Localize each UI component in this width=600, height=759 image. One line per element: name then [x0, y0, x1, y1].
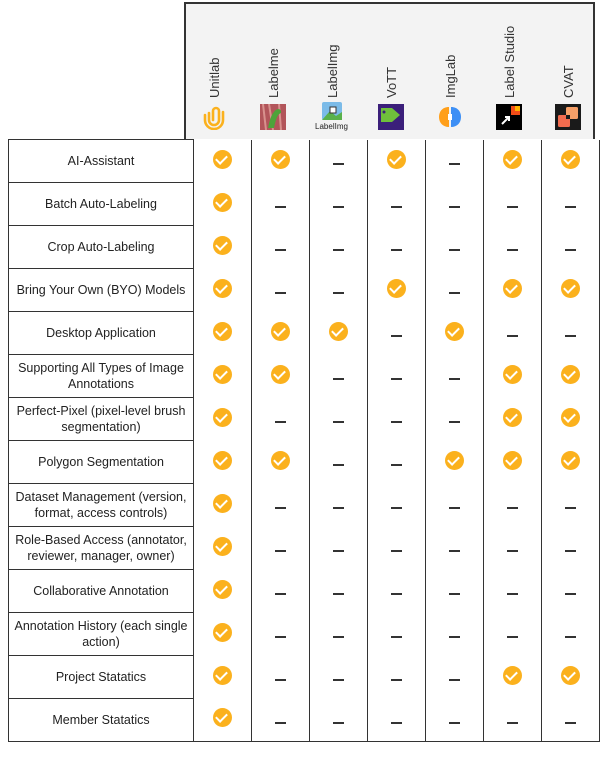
table-row — [9, 312, 600, 355]
dash-icon — [333, 378, 344, 380]
support-cell-imglab — [426, 226, 484, 269]
dash-icon — [449, 550, 460, 552]
dash-icon — [275, 249, 286, 251]
support-cell-labelimg — [310, 398, 368, 441]
support-cell-labelme — [252, 312, 310, 355]
support-cell-labelme — [252, 613, 310, 656]
check-circle-icon — [213, 279, 232, 298]
check-circle-icon — [561, 408, 580, 427]
tool-header-imglab — [420, 2, 479, 138]
support-cell-labelme — [252, 441, 310, 484]
support-cell-label-studio — [484, 398, 542, 441]
labelimg-logo-caption: LabelImg — [315, 122, 348, 131]
dash-icon — [275, 593, 286, 595]
support-cell-cvat — [542, 527, 600, 570]
table-row — [9, 355, 600, 398]
support-cell-labelme — [252, 527, 310, 570]
dash-icon — [333, 636, 344, 638]
dash-icon — [565, 636, 576, 638]
check-circle-icon — [213, 494, 232, 513]
feature-label: Batch Auto-Labeling — [9, 183, 194, 226]
support-cell-label-studio — [484, 570, 542, 613]
support-cell-vott — [368, 527, 426, 570]
support-cell-labelme — [252, 570, 310, 613]
dash-icon — [391, 249, 402, 251]
dash-icon — [507, 550, 518, 552]
support-cell-labelme — [252, 269, 310, 312]
labelme-logo-icon — [260, 104, 286, 130]
support-cell-labelme — [252, 484, 310, 527]
check-circle-icon — [561, 451, 580, 470]
dash-icon — [391, 550, 402, 552]
tool-name: Labelme — [265, 48, 281, 98]
dash-icon — [333, 550, 344, 552]
support-cell-unitlab — [194, 312, 252, 355]
support-cell-imglab — [426, 183, 484, 226]
feature-label: Desktop Application — [9, 312, 194, 355]
labelimg-logo-icon — [322, 102, 342, 120]
dash-icon — [391, 335, 402, 337]
label-studio-logo-icon — [496, 104, 522, 130]
check-circle-icon — [271, 150, 290, 169]
support-cell-imglab — [426, 269, 484, 312]
table-row — [9, 183, 600, 226]
dash-icon — [333, 722, 344, 724]
check-circle-icon — [213, 408, 232, 427]
support-cell-unitlab — [194, 699, 252, 742]
support-cell-label-studio — [484, 613, 542, 656]
dash-icon — [333, 163, 344, 165]
support-cell-label-studio — [484, 527, 542, 570]
support-cell-unitlab — [194, 527, 252, 570]
dash-icon — [507, 507, 518, 509]
tool-name: LabelImg — [324, 44, 340, 98]
support-cell-imglab — [426, 656, 484, 699]
dash-icon — [391, 421, 402, 423]
support-cell-unitlab — [194, 570, 252, 613]
check-circle-icon — [445, 451, 464, 470]
dash-icon — [391, 206, 402, 208]
feature-label: Annotation History (each single action) — [9, 613, 194, 656]
check-circle-icon — [561, 365, 580, 384]
support-cell-imglab — [426, 312, 484, 355]
dash-icon — [275, 206, 286, 208]
check-circle-icon — [271, 365, 290, 384]
support-cell-unitlab — [194, 441, 252, 484]
support-cell-cvat — [542, 570, 600, 613]
feature-label: Supporting All Types of Image Annotations — [9, 355, 194, 398]
support-cell-label-studio — [484, 355, 542, 398]
dash-icon — [449, 593, 460, 595]
support-cell-vott — [368, 441, 426, 484]
support-cell-label-studio — [484, 484, 542, 527]
support-cell-imglab — [426, 355, 484, 398]
dash-icon — [565, 593, 576, 595]
check-circle-icon — [387, 279, 406, 298]
support-cell-labelimg — [310, 269, 368, 312]
table-row — [9, 570, 600, 613]
dash-icon — [449, 679, 460, 681]
support-cell-imglab — [426, 140, 484, 183]
feature-label: Collaborative Annotation — [9, 570, 194, 613]
support-cell-labelimg — [310, 656, 368, 699]
support-cell-imglab — [426, 441, 484, 484]
support-cell-labelimg — [310, 355, 368, 398]
dash-icon — [391, 378, 402, 380]
tool-header-labelme — [243, 2, 302, 138]
tool-name: CVAT — [560, 65, 576, 98]
dash-icon — [507, 335, 518, 337]
support-cell-cvat — [542, 484, 600, 527]
support-cell-cvat — [542, 656, 600, 699]
table-row — [9, 269, 600, 312]
table-row — [9, 398, 600, 441]
support-cell-cvat — [542, 312, 600, 355]
dash-icon — [391, 722, 402, 724]
support-cell-unitlab — [194, 613, 252, 656]
feature-label: Crop Auto-Labeling — [9, 226, 194, 269]
check-circle-icon — [213, 451, 232, 470]
dash-icon — [333, 249, 344, 251]
table-row — [9, 226, 600, 269]
dash-icon — [391, 593, 402, 595]
support-cell-labelimg — [310, 226, 368, 269]
support-cell-vott — [368, 398, 426, 441]
dash-icon — [391, 636, 402, 638]
dash-icon — [275, 507, 286, 509]
support-cell-vott — [368, 312, 426, 355]
support-cell-cvat — [542, 269, 600, 312]
tool-name: Unitlab — [206, 57, 222, 98]
dash-icon — [449, 636, 460, 638]
tool-name: ImgLab — [442, 54, 458, 98]
support-cell-labelimg — [310, 140, 368, 183]
dash-icon — [565, 335, 576, 337]
support-cell-unitlab — [194, 183, 252, 226]
dash-icon — [333, 593, 344, 595]
dash-icon — [333, 206, 344, 208]
feature-label: Dataset Management (version, format, access controls) — [9, 484, 194, 527]
table-row — [9, 699, 600, 742]
support-cell-labelimg — [310, 613, 368, 656]
check-circle-icon — [213, 537, 232, 556]
table-row — [9, 140, 600, 183]
dash-icon — [449, 421, 460, 423]
table-row — [9, 527, 600, 570]
tool-header-label-studio — [479, 2, 538, 138]
dash-icon — [449, 249, 460, 251]
check-circle-icon — [387, 150, 406, 169]
support-cell-label-studio — [484, 656, 542, 699]
support-cell-vott — [368, 613, 426, 656]
dash-icon — [275, 421, 286, 423]
check-circle-icon — [213, 580, 232, 599]
check-circle-icon — [271, 451, 290, 470]
dash-icon — [449, 507, 460, 509]
table-row — [9, 613, 600, 656]
dash-icon — [507, 593, 518, 595]
check-circle-icon — [561, 279, 580, 298]
check-circle-icon — [213, 365, 232, 384]
support-cell-vott — [368, 484, 426, 527]
support-cell-imglab — [426, 613, 484, 656]
support-cell-labelme — [252, 355, 310, 398]
dash-icon — [507, 249, 518, 251]
dash-icon — [333, 464, 344, 466]
support-cell-vott — [368, 699, 426, 742]
support-cell-imglab — [426, 398, 484, 441]
support-cell-unitlab — [194, 226, 252, 269]
dash-icon — [275, 722, 286, 724]
tool-name: VoTT — [383, 66, 399, 98]
dash-icon — [565, 550, 576, 552]
support-cell-imglab — [426, 484, 484, 527]
support-cell-imglab — [426, 699, 484, 742]
support-cell-cvat — [542, 699, 600, 742]
dash-icon — [565, 206, 576, 208]
support-cell-vott — [368, 355, 426, 398]
feature-comparison-table — [8, 139, 600, 742]
tool-header-cvat — [538, 2, 597, 138]
dash-icon — [565, 249, 576, 251]
table-row — [9, 441, 600, 484]
support-cell-labelimg — [310, 699, 368, 742]
dash-icon — [333, 507, 344, 509]
support-cell-vott — [368, 226, 426, 269]
imglab-logo-icon — [437, 104, 463, 130]
unitlab-logo-icon — [201, 104, 227, 130]
check-circle-icon — [213, 150, 232, 169]
support-cell-label-studio — [484, 226, 542, 269]
dash-icon — [275, 550, 286, 552]
support-cell-unitlab — [194, 484, 252, 527]
feature-label: Polygon Segmentation — [9, 441, 194, 484]
check-circle-icon — [503, 666, 522, 685]
support-cell-vott — [368, 269, 426, 312]
support-cell-unitlab — [194, 355, 252, 398]
vott-logo-icon — [378, 104, 404, 130]
support-cell-imglab — [426, 527, 484, 570]
dash-icon — [391, 679, 402, 681]
check-circle-icon — [561, 666, 580, 685]
support-cell-unitlab — [194, 398, 252, 441]
support-cell-cvat — [542, 355, 600, 398]
support-cell-vott — [368, 183, 426, 226]
support-cell-cvat — [542, 613, 600, 656]
feature-label: AI-Assistant — [9, 140, 194, 183]
check-circle-icon — [213, 193, 232, 212]
dash-icon — [449, 163, 460, 165]
support-cell-labelimg — [310, 183, 368, 226]
support-cell-label-studio — [484, 312, 542, 355]
dash-icon — [507, 636, 518, 638]
support-cell-labelimg — [310, 570, 368, 613]
check-circle-icon — [503, 279, 522, 298]
table-row — [9, 484, 600, 527]
check-circle-icon — [329, 322, 348, 341]
support-cell-cvat — [542, 226, 600, 269]
check-circle-icon — [503, 365, 522, 384]
dash-icon — [391, 464, 402, 466]
support-cell-vott — [368, 570, 426, 613]
check-circle-icon — [213, 666, 232, 685]
dash-icon — [507, 722, 518, 724]
check-circle-icon — [213, 623, 232, 642]
tool-name: Label Studio — [501, 25, 517, 98]
support-cell-vott — [368, 656, 426, 699]
tool-header-labelimg — [302, 2, 361, 138]
dash-icon — [449, 722, 460, 724]
support-cell-labelme — [252, 183, 310, 226]
support-cell-labelme — [252, 656, 310, 699]
support-cell-label-studio — [484, 183, 542, 226]
check-circle-icon — [503, 451, 522, 470]
dash-icon — [275, 292, 286, 294]
support-cell-label-studio — [484, 140, 542, 183]
support-cell-labelimg — [310, 484, 368, 527]
support-cell-label-studio — [484, 269, 542, 312]
table-row — [9, 656, 600, 699]
check-circle-icon — [445, 322, 464, 341]
check-circle-icon — [503, 150, 522, 169]
dash-icon — [275, 636, 286, 638]
feature-label: Member Statatics — [9, 699, 194, 742]
support-cell-labelme — [252, 699, 310, 742]
check-circle-icon — [271, 322, 290, 341]
dash-icon — [333, 679, 344, 681]
tool-header-unitlab — [184, 2, 243, 138]
feature-label: Perfect-Pixel (pixel-level brush segmentation) — [9, 398, 194, 441]
check-circle-icon — [503, 408, 522, 427]
support-cell-unitlab — [194, 140, 252, 183]
support-cell-labelme — [252, 226, 310, 269]
support-cell-vott — [368, 140, 426, 183]
dash-icon — [333, 421, 344, 423]
feature-label: Project Statatics — [9, 656, 194, 699]
check-circle-icon — [213, 322, 232, 341]
check-circle-icon — [213, 708, 232, 727]
dash-icon — [507, 206, 518, 208]
support-cell-unitlab — [194, 269, 252, 312]
dash-icon — [449, 378, 460, 380]
dash-icon — [391, 507, 402, 509]
support-cell-cvat — [542, 398, 600, 441]
feature-label: Bring Your Own (BYO) Models — [9, 269, 194, 312]
support-cell-cvat — [542, 140, 600, 183]
support-cell-imglab — [426, 570, 484, 613]
support-cell-labelimg — [310, 441, 368, 484]
support-cell-cvat — [542, 183, 600, 226]
support-cell-labelimg — [310, 527, 368, 570]
dash-icon — [449, 292, 460, 294]
support-cell-label-studio — [484, 699, 542, 742]
tool-header-vott — [361, 2, 420, 138]
check-circle-icon — [213, 236, 232, 255]
support-cell-unitlab — [194, 656, 252, 699]
support-cell-labelimg — [310, 312, 368, 355]
check-circle-icon — [561, 150, 580, 169]
support-cell-labelme — [252, 140, 310, 183]
dash-icon — [333, 292, 344, 294]
dash-icon — [565, 507, 576, 509]
dash-icon — [449, 206, 460, 208]
support-cell-label-studio — [484, 441, 542, 484]
feature-label: Role-Based Access (annotator, reviewer, manager, owner) — [9, 527, 194, 570]
dash-icon — [275, 679, 286, 681]
support-cell-cvat — [542, 441, 600, 484]
support-cell-labelme — [252, 398, 310, 441]
cvat-logo-icon — [555, 104, 581, 130]
dash-icon — [565, 722, 576, 724]
